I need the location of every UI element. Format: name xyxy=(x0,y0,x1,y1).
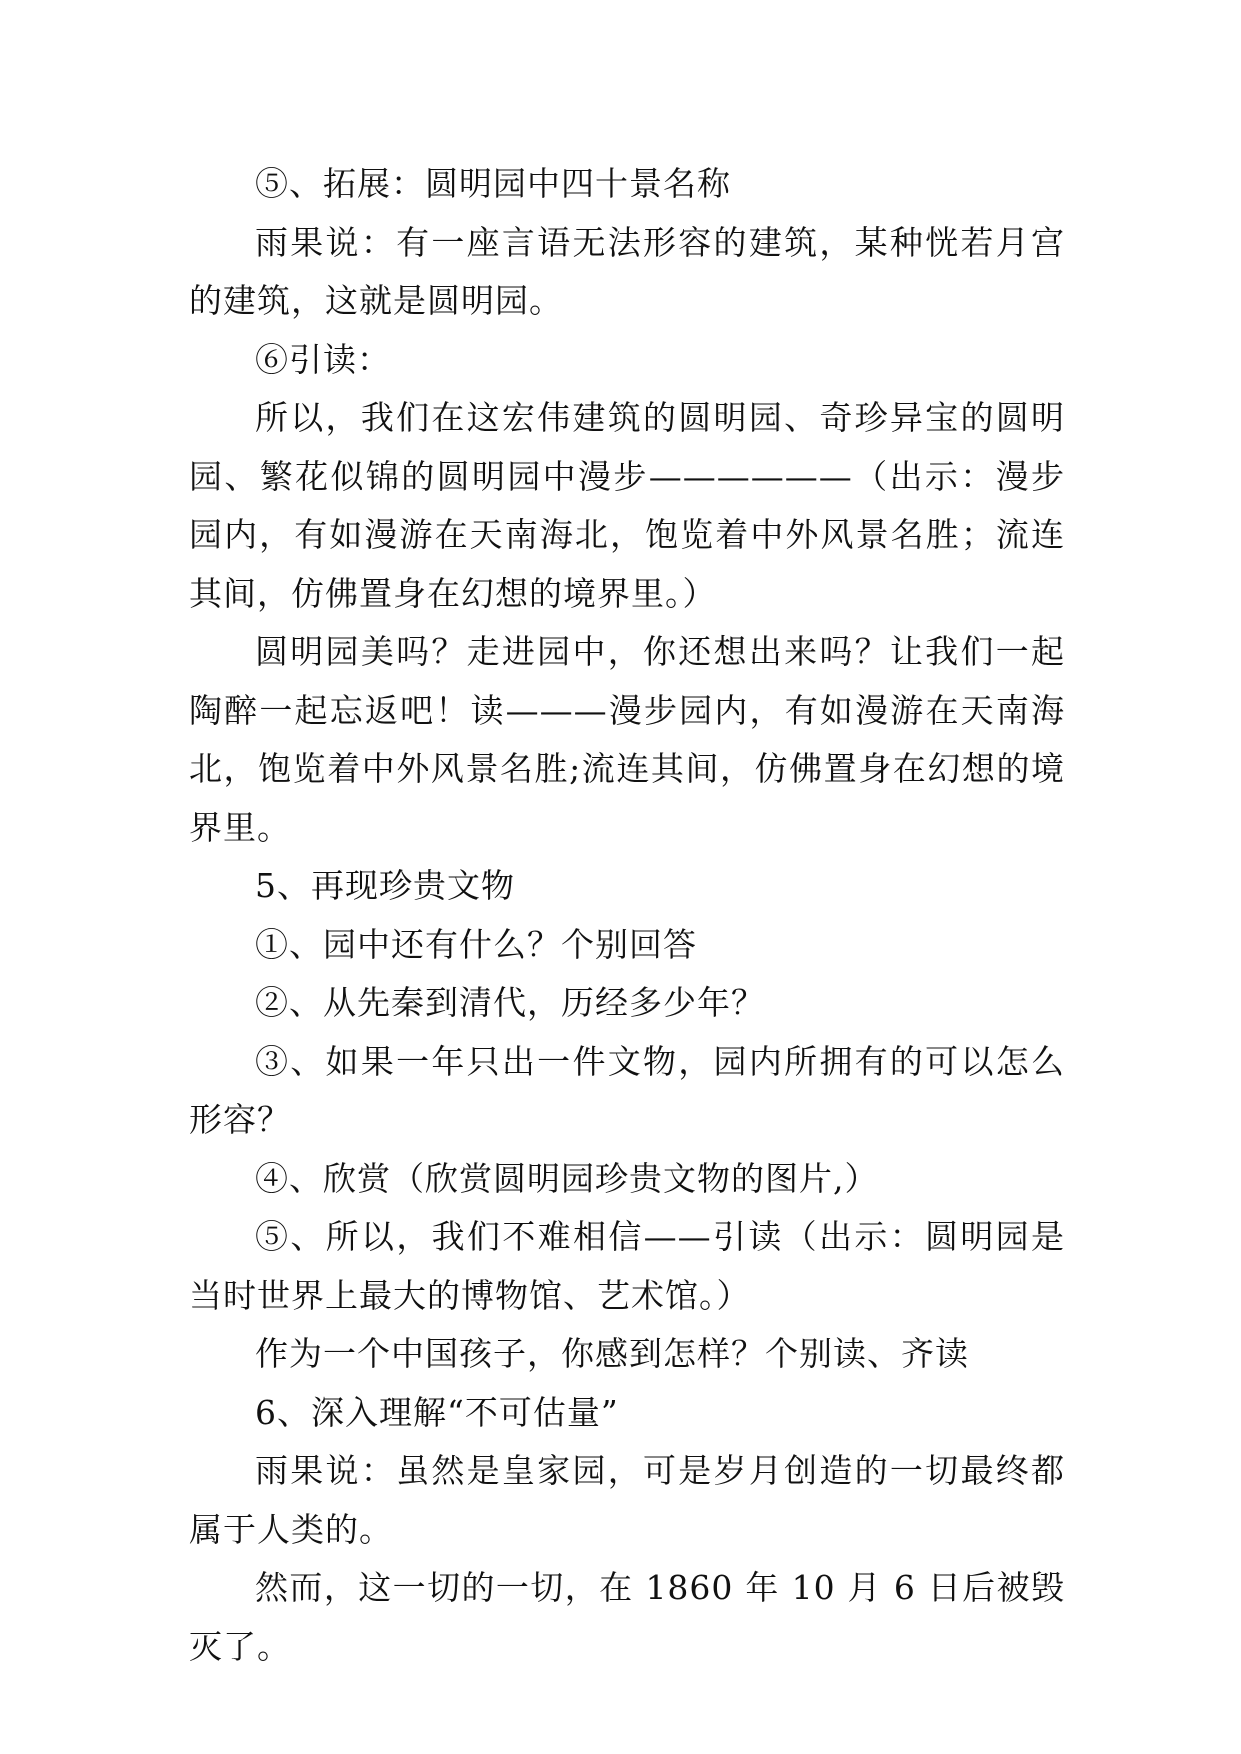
paragraph-hugo-quote-2: 雨果说：虽然是皇家园，可是岁月创造的一切最终都属于人类的。 xyxy=(189,1451,1065,1549)
paragraph-extension-forty-scenes: ⑤、拓展：圆明园中四十景名称 xyxy=(255,164,731,203)
paragraph-is-it-beautiful: 圆明园美吗？走进园中，你还想出来吗？让我们一起陶醉一起忘返吧！读———漫步园内，有如漫游在天南海北，饱览着中外风景名胜;流连其间，仿佛置身在幻想的境界里。 xyxy=(189,632,1065,847)
paragraph-hugo-quote-1: 雨果说：有一座言语无法形容的建筑，某种恍若月宫的建筑，这就是圆明园。 xyxy=(189,222,1065,320)
paragraph-appreciate: ④、欣赏（欣赏圆明园珍贵文物的图片,） xyxy=(255,1158,879,1198)
section-heading-inestimable: 6、深入理解“不可估量” xyxy=(255,1392,619,1432)
document-body xyxy=(189,155,1065,1676)
paragraph-guided-reading-text: 所以，我们在这宏伟建筑的圆明园、奇珍异宝的圆明园、繁花似锦的圆明园中漫步——————（出示：漫步园内，有如漫游在天南海北，饱览着中外风景名胜；流连其间，仿佛置身在幻想的境界里。） xyxy=(189,398,1065,613)
section-heading-relics: 5、再现珍贵文物 xyxy=(255,866,515,905)
paragraph-museum-reading: ⑤、所以，我们不难相信——引读（出示：圆明园是当时世界上最大的博物馆、艺术馆。） xyxy=(189,1217,1065,1315)
paragraph-question-3: ③、如果一年只出一件文物，园内所拥有的可以怎么形容？ xyxy=(189,1041,1065,1139)
paragraph-question-2: ②、从先秦到清代，历经多少年？ xyxy=(255,983,765,1022)
paragraph-guided-reading-heading: ⑥引读： xyxy=(255,339,391,379)
paragraph-chinese-child: 作为一个中国孩子，你感到怎样？个别读、齐读 xyxy=(255,1334,969,1373)
paragraph-question-1: ①、园中还有什么？个别回答 xyxy=(255,924,697,964)
paragraph-destroyed-1860: 然而，这一切的一切，在 1860 年 10 月 6 日后被毁灭了。 xyxy=(189,1568,1065,1666)
